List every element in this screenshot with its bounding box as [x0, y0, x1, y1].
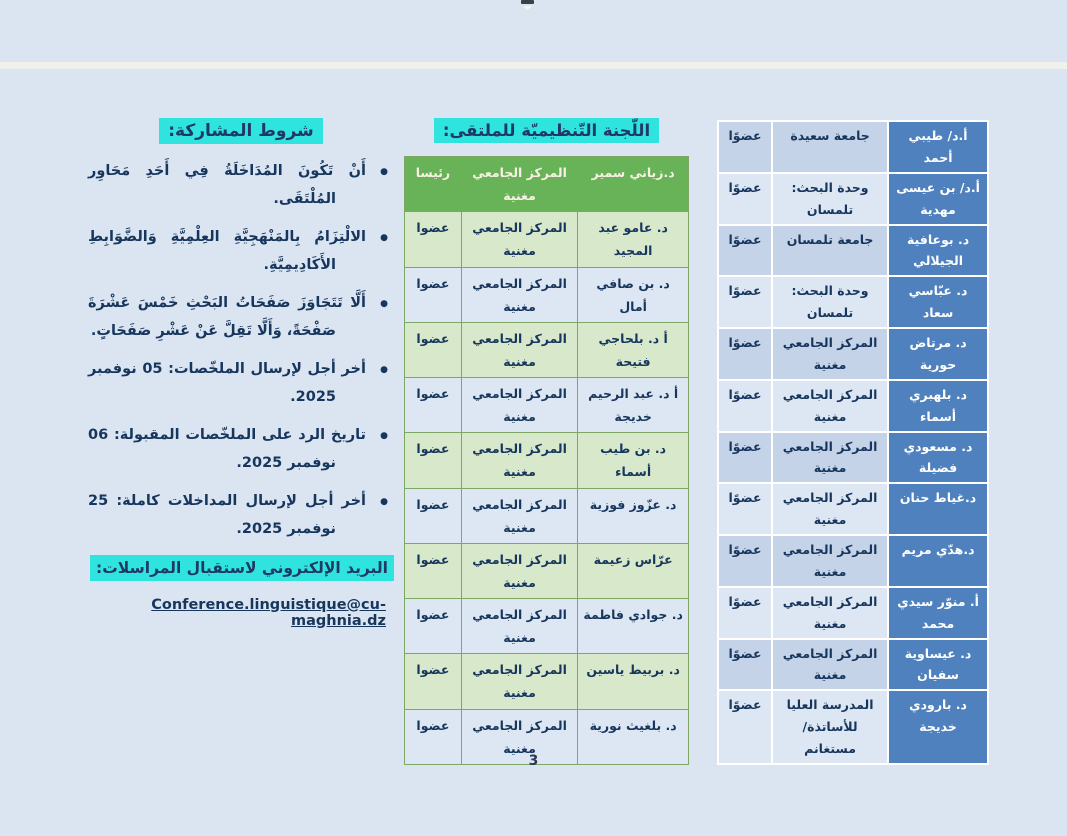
condition-item: ● أخر أجل لإرسال المداخلات كاملة: 25 نوفمبر 2025. [88, 488, 394, 543]
member-name: د. عبّاسي سعاد [888, 276, 988, 328]
scientific-committee-table [717, 120, 989, 765]
table-row [718, 587, 988, 639]
table-row [718, 535, 988, 587]
table-row [405, 212, 689, 267]
member-name: د.هدّي مريم [888, 535, 988, 587]
member-role: عضوًا [718, 225, 772, 277]
member-name: د. بوعافية الجيلالي [888, 225, 988, 277]
member-affiliation: المدرسة العليا للأساتذة/مستغانم [772, 690, 888, 764]
condition-item: ● أَلَّا تَتَجَاوَزَ صَفَحَاتُ البَحْثِ خَمْسَ عَشْرَةَ صَفْحَةً، وَأَلَّا تَقِلَّ عَنْ عَشْرِ صَفَحَاتٍ. [88, 290, 394, 345]
member-role: عضوا [405, 543, 462, 598]
conditions-list [88, 158, 394, 544]
table-row [718, 276, 988, 328]
member-role: عضوًا [718, 328, 772, 380]
member-affiliation: المركز الجامعي مغنية [772, 639, 888, 691]
member-name: أ د. عبد الرحيم خديجة [578, 378, 689, 433]
member-name: د.غياط حنان [888, 483, 988, 535]
table-row [718, 483, 988, 535]
member-name: عرّاس زعيمة [578, 543, 689, 598]
member-role: عضوًا [718, 639, 772, 691]
member-role: عضوا [405, 709, 462, 764]
member-role: عضوا [405, 433, 462, 488]
table-row [718, 121, 988, 173]
member-name: أ. منوّر سيدي محمد [888, 587, 988, 639]
conditions-title: شروط المشاركة: [159, 118, 323, 144]
member-affiliation: المركز الجامعي مغنية [772, 328, 888, 380]
table-row [405, 433, 689, 488]
member-role: عضوًا [718, 690, 772, 764]
member-name: أ د. بلحاجي فتيحة [578, 322, 689, 377]
member-name: د. عامو عبد المجيد [578, 212, 689, 267]
member-name: د. جوادي فاطمة [578, 599, 689, 654]
member-role: عضوًا [718, 535, 772, 587]
member-affiliation: المركز الجامعي مغنية [461, 543, 577, 598]
table-row [718, 380, 988, 432]
member-name: د. عيساوية سفيان [888, 639, 988, 691]
scientific-committee-section [717, 120, 989, 765]
member-name: د. بن صافي أمال [578, 267, 689, 322]
member-affiliation: المركز الجامعي مغنية [461, 599, 577, 654]
table-row [718, 225, 988, 277]
member-name: د. بربيط ياسين [578, 654, 689, 709]
chair-role: رئيسا [405, 157, 462, 212]
table-row [405, 599, 689, 654]
member-role: عضوا [405, 488, 462, 543]
member-affiliation: وحدة البحث: تلمسان [772, 173, 888, 225]
table-row [405, 543, 689, 598]
condition-item: ● تاريخ الرد على الملخّصات المقبولة: 06 نوفمبر 2025. [88, 422, 394, 477]
member-affiliation: المركز الجامعي مغنية [772, 380, 888, 432]
member-affiliation: المركز الجامعي مغنية [461, 267, 577, 322]
top-center-marker-icon [521, 0, 534, 4]
table-row [405, 267, 689, 322]
member-affiliation: المركز الجامعي مغنية [772, 432, 888, 484]
member-affiliation: المركز الجامعي مغنية [461, 433, 577, 488]
condition-item: ● أخر أجل لإرسال الملخّصات: 05 نوفمبر 2025. [88, 356, 394, 411]
member-name: د. مسعودي فضيلة [888, 432, 988, 484]
member-affiliation: المركز الجامعي مغنية [461, 212, 577, 267]
member-name: د. بلغيث نورية [578, 709, 689, 764]
page-break-band [0, 62, 1067, 69]
member-affiliation: جامعة سعيدة [772, 121, 888, 173]
member-role: عضوًا [718, 121, 772, 173]
table-row [718, 639, 988, 691]
organizing-committee-title: اللّجنة التّنظيميّة للملتقى: [434, 118, 659, 143]
member-affiliation: المركز الجامعي مغنية [461, 488, 577, 543]
member-role: عضوا [405, 267, 462, 322]
member-role: عضوا [405, 654, 462, 709]
member-affiliation: المركز الجامعي مغنية [772, 483, 888, 535]
email-heading: البريد الإلكتروني لاستقبال المراسلات: [90, 555, 394, 581]
member-affiliation: جامعة تلمسان [772, 225, 888, 277]
member-name: د. بارودي خديجة [888, 690, 988, 764]
table-row [718, 173, 988, 225]
condition-item: ● الالْتِزَامُ بِالمَنْهَجِيَّةِ العِلْمِيَّةِ وَالضَّوَابِطِ الأَكَادِيمِيَّةِ. [88, 224, 394, 279]
member-role: عضوًا [718, 173, 772, 225]
table-header-row [405, 157, 689, 212]
member-role: عضوا [405, 322, 462, 377]
condition-item: ● أَنْ تَكُونَ المُدَاخَلَةُ فِي أَحَدِ مَحَاوِر المُلْتَقَى. [88, 158, 394, 213]
table-row [405, 488, 689, 543]
table-row [405, 378, 689, 433]
member-role: عضوًا [718, 380, 772, 432]
member-role: عضوًا [718, 587, 772, 639]
member-affiliation: المركز الجامعي مغنية [461, 654, 577, 709]
member-role: عضوا [405, 599, 462, 654]
member-role: عضوا [405, 378, 462, 433]
chevron-down-icon [523, 6, 532, 10]
chair-affiliation: المركز الجامعي مغنية [461, 157, 577, 212]
email-link[interactable]: Conference.linguistique@cu-maghnia.dz [151, 596, 386, 629]
member-affiliation: المركز الجامعي مغنية [461, 322, 577, 377]
organizing-committee-table [404, 156, 689, 765]
table-row [405, 654, 689, 709]
member-name: د. مرتاض حورية [888, 328, 988, 380]
page-number: 3 [528, 753, 539, 769]
member-role: عضوًا [718, 432, 772, 484]
member-name: د. بن طيب أسماء [578, 433, 689, 488]
organizing-committee-section [404, 118, 689, 765]
member-role: عضوًا [718, 483, 772, 535]
chair-name: د.زياني سمير [578, 157, 689, 212]
member-role: عضوًا [718, 276, 772, 328]
member-role: عضوا [405, 212, 462, 267]
member-name: أ.د/ بن عيسى مهدية [888, 173, 988, 225]
participation-conditions-section [88, 118, 394, 629]
table-row [405, 322, 689, 377]
member-name: د. بلهبري أسماء [888, 380, 988, 432]
member-name: د. عزّوز فوزية [578, 488, 689, 543]
member-affiliation: المركز الجامعي مغنية [772, 587, 888, 639]
table-row [718, 432, 988, 484]
member-affiliation: وحدة البحث: تلمسان [772, 276, 888, 328]
table-row [718, 328, 988, 380]
member-name: أ.د/ طيبي أحمد [888, 121, 988, 173]
member-affiliation: المركز الجامعي مغنية [461, 378, 577, 433]
member-affiliation: المركز الجامعي مغنية [461, 709, 577, 764]
member-affiliation: المركز الجامعي مغنية [772, 535, 888, 587]
